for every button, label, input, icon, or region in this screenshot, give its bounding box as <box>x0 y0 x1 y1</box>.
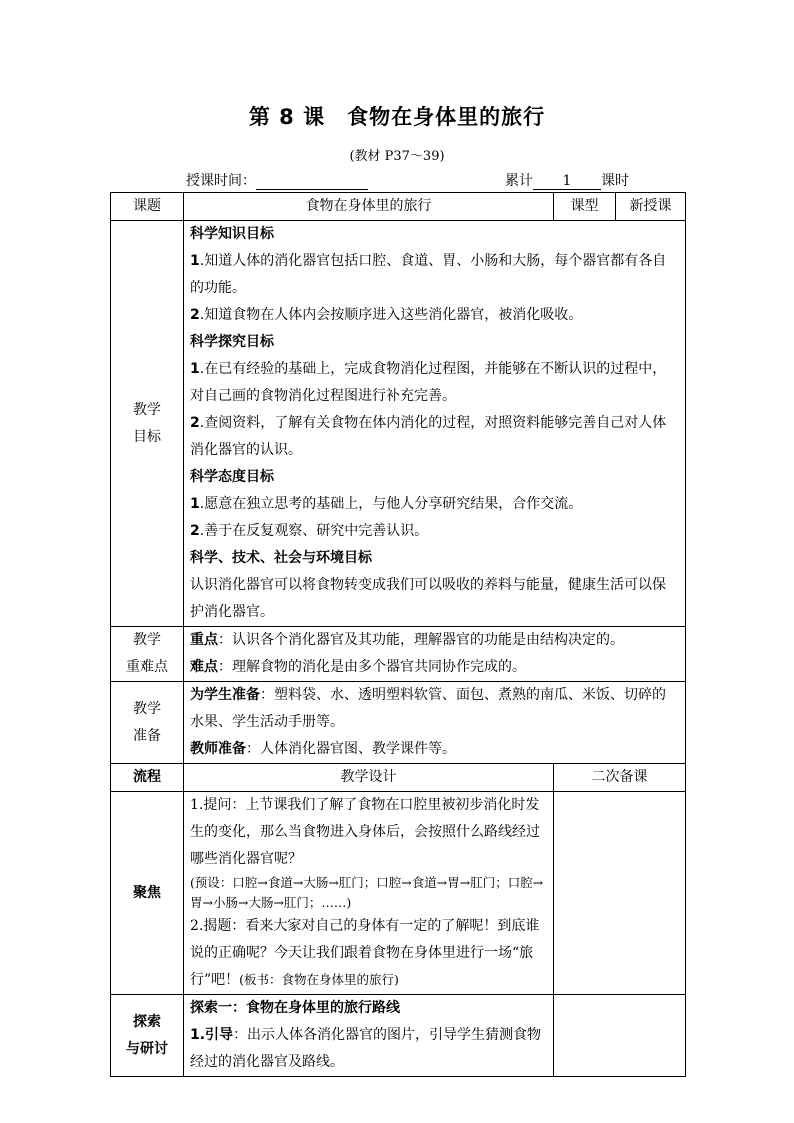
goal-item: 2.善于在反复观察、研究中完善认识。 <box>190 523 429 539</box>
focus-question-1-note: (预设：口腔→食道→大肠→肛门；口腔→食道→胃→肛门；口腔→胃→小肠→大肠→肛门；……) <box>190 875 544 910</box>
lesson-number: 第 8 课 <box>248 105 326 129</box>
explore-item: 1.引导：出示人体各消化器官的图片，引导学生猜测食物经过的消化器官及路线。 <box>190 1027 542 1070</box>
explore-second-prep <box>554 995 686 1077</box>
explore-heading: 探索一：食物在身体里的旅行路线 <box>190 1000 400 1016</box>
difficult-point: 难点：理解食物的消化是由多个器官共同协作完成的。 <box>190 659 526 675</box>
teaching-time <box>186 170 368 190</box>
goal-sts-text: 认识消化器官可以将食物转变成我们可以吸收的养料与能量，健康生活可以保护消化器官。 <box>190 577 666 620</box>
goals-label <box>111 221 184 627</box>
focus-second-prep <box>554 792 686 995</box>
focus-question-2: 2.揭题：看来大家对自己的身体有一定的了解呢！到底谁说的正确呢？今天让我们跟着食物在身体里进行一场“旅行”吧！(板书：食物在身体里的旅行) <box>190 918 540 988</box>
teaching-time-label: 授课时间： <box>186 173 256 189</box>
goals-row <box>111 221 686 627</box>
topic-row <box>111 193 686 221</box>
total-periods-label: 累计 <box>505 173 533 189</box>
textbook-reference: (教材 P37～39) <box>349 149 445 164</box>
process-header-row <box>111 764 686 792</box>
focus-question-1: 1.提问：上节课我们了解了食物在口腔里被初步消化时发生的变化，那么当食物进入身体后，会按照什么路线经过哪些消化器官呢？ <box>190 797 540 867</box>
preparation-label-line2: 准备 <box>133 727 161 744</box>
goal-item: 2.知道食物在人体内会按顺序进入这些消化器官，被消化吸收。 <box>190 307 583 323</box>
lesson-type-label: 课型 <box>554 193 616 221</box>
total-periods <box>505 170 629 190</box>
goal-heading-inquiry: 科学探究目标 <box>190 334 274 350</box>
key-point: 重点：认识各个消化器官及其功能，理解器官的功能是由结构决定的。 <box>190 632 624 648</box>
explore-label <box>111 995 184 1077</box>
total-periods-value: 1 <box>533 173 601 190</box>
preparation-content <box>184 682 686 764</box>
focus-label: 聚焦 <box>111 792 184 995</box>
process-header-design: 教学设计 <box>184 764 554 792</box>
keypoints-content <box>184 627 686 682</box>
goal-item: 1.在已有经验的基础上，完成食物消化过程图，并能够在不断认识的过程中，对自己画的食物消化过程图进行补充完善。 <box>190 361 667 404</box>
keypoints-label-line1: 教学 <box>133 632 161 648</box>
goal-heading-knowledge: 科学知识目标 <box>190 226 274 242</box>
explore-content <box>184 995 554 1077</box>
lesson-title: 食物在身体里的旅行 <box>347 105 546 129</box>
lesson-plan-table <box>110 192 686 1077</box>
goal-heading-sts: 科学、技术、社会与环境目标 <box>190 550 372 566</box>
keypoints-label-line2: 重难点 <box>126 659 168 675</box>
goals-content <box>184 221 686 627</box>
teaching-time-value <box>256 173 368 190</box>
goal-item: 1.愿意在独立思考的基础上，与他人分享研究结果，合作交流。 <box>190 496 583 512</box>
teacher-preparation: 教师准备：人体消化器官图、教学课件等。 <box>190 741 456 757</box>
preparation-label <box>111 682 184 764</box>
process-header-flow: 流程 <box>111 764 184 792</box>
lesson-type-value: 新授课 <box>616 193 686 221</box>
preparation-row <box>111 682 686 764</box>
keypoints-row <box>111 627 686 682</box>
goal-heading-attitude: 科学态度目标 <box>190 469 274 485</box>
focus-row <box>111 792 686 995</box>
lesson-meta <box>0 170 794 190</box>
topic-value: 食物在身体里的旅行 <box>184 193 554 221</box>
total-periods-unit: 课时 <box>601 173 629 189</box>
explore-label-line1: 探索 <box>133 1013 161 1030</box>
goal-item: 2.查阅资料，了解有关食物在体内消化的过程，对照资料能够完善自己对人体消化器官的认识。 <box>190 415 667 458</box>
preparation-label-line1: 教学 <box>133 700 161 717</box>
topic-label: 课题 <box>111 193 184 221</box>
process-header-second-prep: 二次备课 <box>554 764 686 792</box>
student-preparation: 为学生准备：塑料袋、水、透明塑料软管、面包、煮熟的南瓜、米饭、切碎的水果、学生活动手册等。 <box>190 687 666 730</box>
keypoints-label <box>111 627 184 682</box>
goals-label-line2: 目标 <box>133 428 161 445</box>
goal-item: 1.知道人体的消化器官包括口腔、食道、胃、小肠和大肠，每个器官都有各自的功能。 <box>190 253 667 296</box>
page-title <box>0 101 794 131</box>
focus-content <box>184 792 554 995</box>
explore-label-line2: 与研讨 <box>126 1040 168 1057</box>
goals-label-line1: 教学 <box>133 401 161 418</box>
explore-row <box>111 995 686 1077</box>
